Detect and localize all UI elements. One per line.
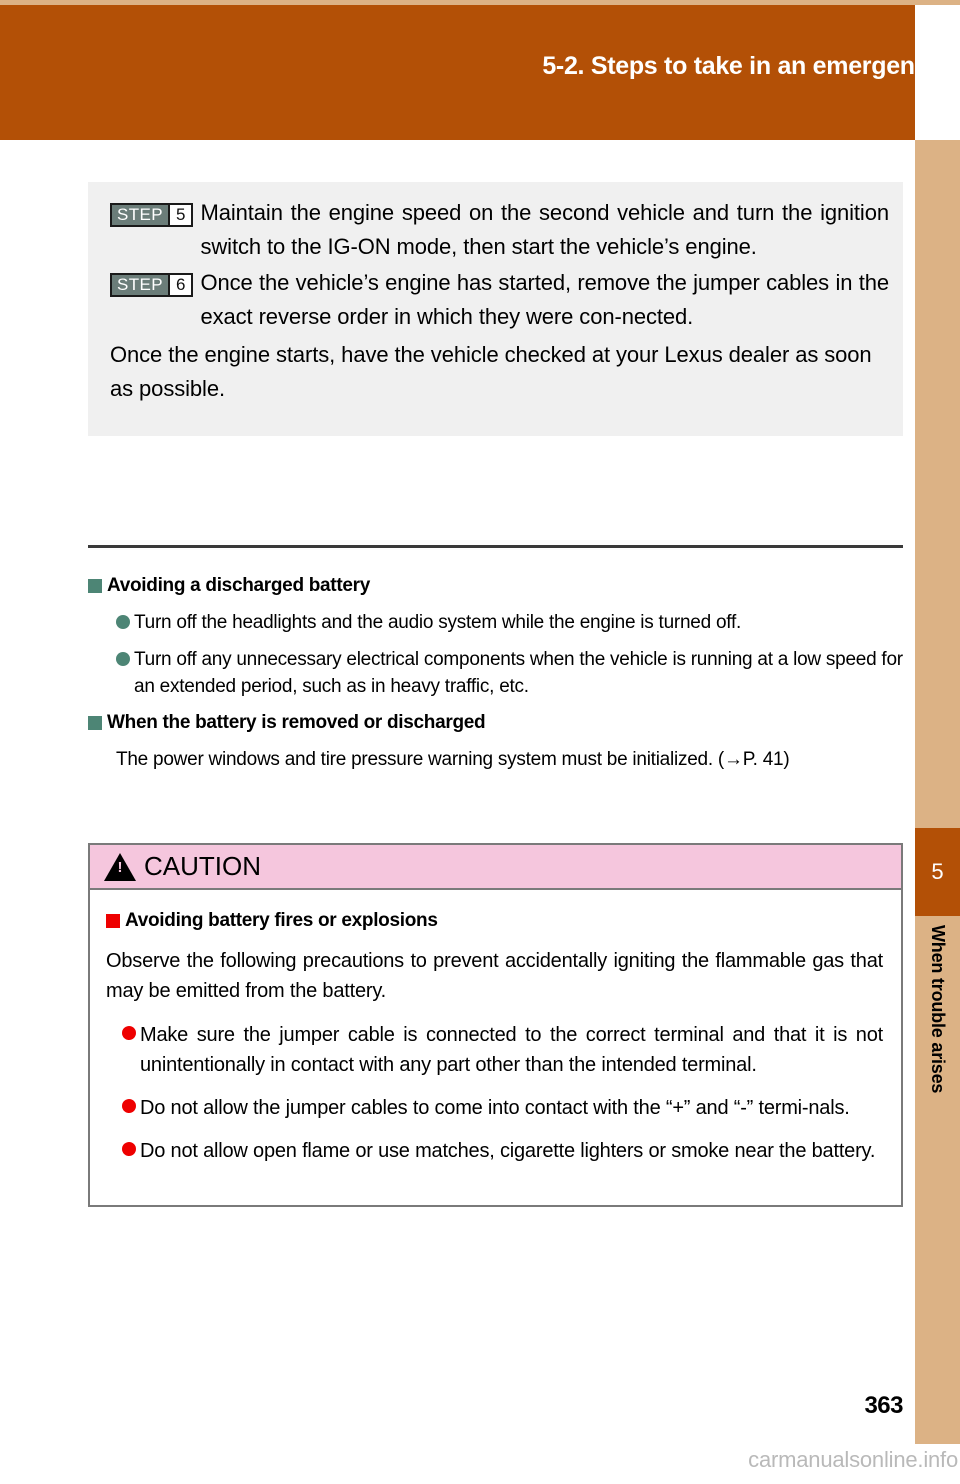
- step-badge: [110, 273, 193, 297]
- list-item: [106, 1093, 883, 1123]
- step-badge: [110, 203, 193, 227]
- step-row: [110, 266, 889, 334]
- caution-body: [90, 890, 901, 1205]
- list-item: [88, 609, 908, 636]
- notes-heading: [88, 573, 908, 599]
- caution-heading-text: Avoiding battery fires or explosions: [125, 910, 438, 931]
- step-row: [110, 196, 889, 264]
- caution-intro-paragraph: Observe the following precautions to prevent accidentally igniting the flammable gas that may be emitted from the battery.: [106, 950, 883, 1002]
- caution-header: [90, 845, 901, 890]
- list-item-text: Do not allow the jumper cables to come into contact with the “+” and “-” termi-nals.: [140, 1097, 850, 1119]
- step-badge-number: 5: [168, 205, 191, 225]
- notes-heading: [88, 710, 908, 736]
- watermark: carmanualsonline.info: [748, 1447, 958, 1472]
- side-chapter-label-text: When trouble arises: [928, 925, 948, 1094]
- list-item-text: Do not allow open flame or use matches, cigarette lighters or smoke near the battery.: [140, 1140, 876, 1162]
- list-item: [106, 1020, 883, 1080]
- square-bullet-icon: [106, 914, 120, 928]
- step-badge-word: STEP: [112, 205, 168, 225]
- notes-heading-text: When the battery is removed or discharged: [107, 712, 486, 733]
- step-badge-word: STEP: [112, 275, 168, 295]
- step-badge-number: 6: [168, 275, 191, 295]
- step-text: Maintain the engine speed on the second vehicle and turn the ignition switch to the IG-ON mode, then start the vehicle’s engine.: [200, 200, 889, 259]
- step-text: Once the vehicle’s engine has started, remove the jumper cables in the exact reverse order in which they were con-nected.: [200, 270, 889, 329]
- dot-bullet-icon: [122, 1099, 136, 1113]
- step-instructions-box: [88, 182, 903, 436]
- square-bullet-icon: [88, 716, 102, 730]
- square-bullet-icon: [88, 579, 102, 593]
- side-chapter-label: [915, 925, 960, 1225]
- caution-box: [88, 843, 903, 1207]
- dot-bullet-icon: [116, 615, 130, 629]
- dot-bullet-icon: [122, 1142, 136, 1156]
- dot-bullet-icon: [122, 1026, 136, 1040]
- list-item-text: Turn off any unnecessary electrical components when the vehicle is running at a low speed for an extended period, such as in heavy traffic, etc.: [134, 649, 903, 697]
- notes-paragraph: The power windows and tire pressure warning system must be initialized. (→P. 41): [116, 749, 790, 770]
- side-chapter-number: 5: [931, 859, 944, 884]
- caution-heading: [106, 908, 883, 934]
- caution-title: CAUTION: [144, 851, 261, 881]
- step-closing-paragraph: Once the engine starts, have the vehicle checked at your Lexus dealer as soon as possible.: [110, 342, 872, 401]
- list-item-text: Turn off the headlights and the audio system while the engine is turned off.: [134, 612, 741, 633]
- notes-heading-text: Avoiding a discharged battery: [107, 575, 370, 596]
- side-chapter-number-tab[interactable]: [915, 828, 960, 916]
- page-number: 363: [864, 1392, 903, 1419]
- notes-section: [88, 573, 908, 781]
- section-divider: [88, 545, 903, 548]
- list-item-text: Make sure the jumper cable is connected to the correct terminal and that it is not unintentionally in contact with any part other than the intended terminal.: [140, 1024, 883, 1076]
- list-item: [88, 646, 908, 700]
- dot-bullet-icon: [116, 652, 130, 666]
- list-item: [106, 1136, 883, 1166]
- page-header-title: 5-2. Steps to take in an emergency: [542, 52, 942, 80]
- side-tab-column: [915, 140, 960, 1444]
- warning-triangle-icon: [104, 853, 136, 881]
